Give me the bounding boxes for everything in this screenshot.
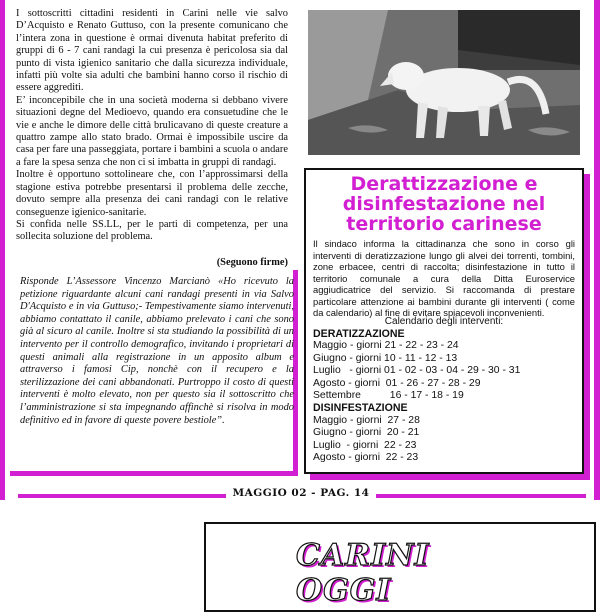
calendar-row: Giugno - giorni 20 - 21 [313, 427, 420, 439]
letter-paragraph: Inoltre è opportuno sottolineare che, con l’approssimarsi della stagione estiva potrebbe presentarsi il problema delle zecche, dovuto sempre alla presenza dei cani randagi con le relative conseguenze igienico-sanitarie. [16, 169, 288, 218]
calendar-row: Maggio - giorni 27 - 28 [313, 414, 420, 426]
calendar-row: Settembre 16 - 17 - 18 - 19 [313, 390, 464, 402]
right-accent-bar [594, 0, 600, 500]
calendar-row: Agosto - giorni 22 - 23 [313, 452, 419, 464]
letter-paragraph: E’ inconcepibile che in una società moderna si debbano vivere situazioni degne del Medioevo, quando era consuetudine che le vie e anche le dimore delle città brulicavano di queste creature a quattro zampe allo stato brado. Ormai è impossibile uscire da casa per fare una passeggiata, portare i bambini a scuola o andare a fare la spesa senza che non ci si imbatta in gruppi di randagi. [16, 94, 288, 168]
page-label: MAGGIO 02 - PAG. 14 [232, 487, 370, 499]
letter-signature: (Seguono firme) [216, 257, 288, 268]
dog-photo-illustration [308, 10, 580, 155]
intervention-calendar [313, 328, 575, 464]
footer-rule [376, 494, 586, 498]
assessor-reply: Risponde L’Assessore Vincenzo Marcianò «Ho ricevuto la petizione riguardante alcuni cani randagi presenti in via Salvo D'Acquisto e in via Guttuso;- Tempestivamente siamo intervenuti, abbiamo contattato il canile, abbiamo prelevato i cani che sono già al sicuro al canile. Inoltre si sta studiando la possibilità di un intervento per il controllo demografico, invitando i proprietari di questi animali alla registrazione in un apposito album e attraverso i famosi Cip, nonchè con il recupero e la sterilizzazione dei cani abbandonati. Purtroppo il costo di questi interventi è molto elevato, non per questo sia il sottoscritto che l’amministrazione si sta impegnando affinchè si risolva in modo definitivo ed in favore di queste povere bestiole”. [20, 276, 294, 426]
calendar-row: Maggio - giorni 21 - 22 - 23 - 24 [313, 340, 459, 352]
calendar-caption: Calendario degli interventi: [384, 316, 504, 327]
letter-paragraph: Si confida nelle SS.LL, per le parti di competenza, per una sollecita soluzione del problema. [16, 218, 288, 243]
calendar-row: Giugno - giorni 10 - 11 - 12 - 13 [313, 352, 458, 364]
letter-paragraph: I sottoscritti cittadini residenti in Carini nelle vie salvo D’Acquisto e Renato Guttuso, con la presente comunicano che l’intera zona in questione è ormai divenuta habitat preferito di gruppi di 6 - 7 cani randagi la cui presenza è pericolosa sia dal punto di vista igienico sanitario che dalla sicurezza individuale, infatti più volte sia adulti che bambini hanno corso il rischio di essere aggrediti. [16, 8, 288, 94]
derattizzazione-title: Derattizzazione e disinfestazione nel territorio carinese [342, 173, 546, 235]
left-accent-bar [0, 0, 5, 500]
stray-dog-photo [308, 10, 580, 155]
calendar-row: Luglio - giorni 01 - 02 - 03 - 04 - 29 - 30 - 31 [313, 365, 521, 377]
petition-letter [16, 8, 288, 244]
calendar-row: Agosto - giorni 01 - 26 - 27 - 28 - 29 [313, 377, 481, 389]
derattizzazione-intro: Il sindaco informa la cittadinanza che sono in corso gli interventi di deratizzazione lungo gli alvei dei torrenti, tombini, zone erbacee, centri di raccolta; disinfestazione in tutto il territorio comunale a cura della Ditta Euroservice aggiudicatrice del servizio. Si raccomanda di prestare particolare attenzione ai bambini durante gli interventi ( come da calendario) al fine di evitare spiacevoli inconvenienti. [313, 238, 575, 318]
calendar-section-title: DERATIZZAZIONE [313, 328, 405, 340]
newspaper-logo: CARINI OGGI [296, 538, 430, 608]
footer-rule [18, 494, 226, 498]
calendar-section-title: DISINFESTAZIONE [313, 402, 408, 415]
calendar-row: Luglio - giorni 22 - 23 [313, 439, 417, 451]
